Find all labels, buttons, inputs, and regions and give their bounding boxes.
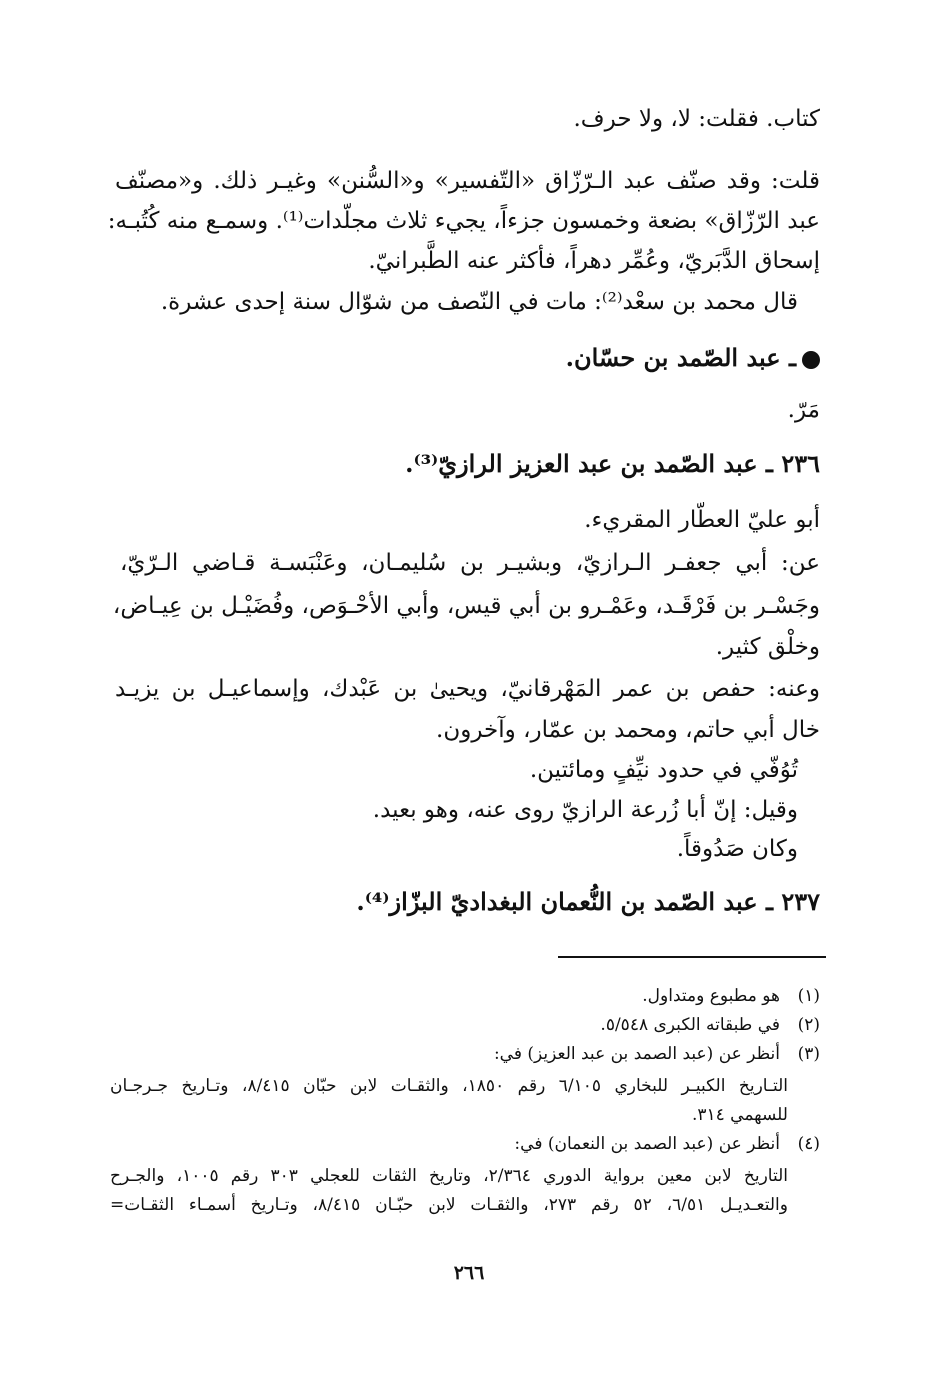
footnote-3-line-2: التـاريخ الكبيـر للبخاري ٦/١٠٥ رقم ١٨٥٠، والثقـات لابن حبّان ٨/٤١٥، وتـاريخ جـرجـان (110, 1076, 789, 1096)
text-line-1: كتاب. فقلت: لا، ولا حرف. (573, 106, 820, 132)
footnote-text: أنظر عن (عبد الصمد بن عبد العزيز) في: (493, 1044, 780, 1064)
footnote-3-line-3: للسهمي ٣١٤. (691, 1105, 788, 1125)
text-line-14: خال أبي حاتم، ومحمد بن عمّار، وآخرون. (436, 717, 820, 743)
page-number: ٢٦٦ (453, 1262, 485, 1284)
footnote-text: أنظر عن (عبد الصمد بن النعمان) في: (514, 1134, 780, 1154)
text-line-17: وكان صَدُوقاً. (676, 836, 798, 862)
footnote-number: (٢) (797, 1015, 820, 1035)
footnote-number: (٣) (797, 1044, 820, 1064)
bullet-icon (802, 351, 820, 369)
text-line-2: قلت: وقد صنّف عبد الـرّزّاق «التّفسير» و«السُّنن» وغيـر ذلك. و«مصنّف (115, 168, 820, 194)
text-line-15: تُوُفّي في حدود نيِّفٍ ومائتين. (529, 757, 798, 783)
text-line-11: وجَسْـر بن فَرْقَـد، وعَمْـرو بن أبي قيس، وأبي الأحْـوَص، وفُضَيْـل بن عِيـاض، (112, 593, 820, 619)
footnote-2 (110, 1011, 820, 1039)
entry-heading-text: ـ عبد الصّمد بن حسّان. (565, 343, 796, 372)
text-line-16: وقيل: إنّ أبا زُرعة الرازيّ روى عنه، وهو بعيد. (372, 797, 798, 823)
text-line-3: عبد الرّزّاق» بضعة وخمسون جزءاً، يجيء ثلاث مجلّدات⁽¹⁾. وسمـع منه كُتُبـه: (107, 208, 820, 234)
entry-heading-237: ٢٣٧ ـ عبد الصّمد بن النُّعمان البغداديّ البزّاز⁽⁴⁾. (356, 887, 820, 916)
text-line-13: وعنه: حفص بن عمر المَهْرقانيّ، ويحيىٰ بن عَبْدك، وإسماعيـل بن يزيـد (115, 676, 820, 702)
footnote-number: (٤) (797, 1134, 820, 1154)
footnote-text: هو مطبوع ومتداول. (642, 986, 780, 1006)
entry-heading-236: ٢٣٦ ـ عبد الصّمد بن عبد العزيز الرازيّ⁽³⁾. (405, 449, 820, 478)
footnote-1 (110, 982, 820, 1010)
text-line-7: مَرّ. (787, 397, 820, 423)
footnote-3 (110, 1040, 820, 1068)
text-line-12: وخلْق كثير. (715, 634, 820, 660)
footnote-4-line-3: والتعـديـل ٦/٥١، ٥٢ رقم ٢٧٣، والثقـات لابن حبّـان ٨/٤١٥، وتـاريخ أسمـاء الثقـات= (110, 1195, 788, 1215)
text-line-10: عن: أبي جعفـر الـرازيّ، وبشيـر بن سُليمـان، وعَنْبَسـة قـاضي الـرّيّ، (120, 550, 820, 576)
footnote-divider (558, 956, 826, 958)
footnote-text: في طبقاته الكبرى ٥/٥٤٨. (600, 1015, 780, 1035)
footnote-number: (١) (797, 986, 820, 1006)
footnote-4 (110, 1130, 820, 1158)
entry-heading-hassan (115, 341, 820, 375)
text-line-4: إسحاق الدَّبَريّ، وعُمِّر دهراً، فأكثر عنه الطَّبرانيّ. (368, 248, 820, 274)
footnote-4-line-2: التاريخ لابن معين برواية الدوري ٢/٣٦٤، وتاريخ الثقات للعجلي ٣٠٣ رقم ١٠٠٥، والجـرح (110, 1166, 788, 1186)
text-line-9: أبو عليّ العطّار المقريء. (584, 507, 820, 533)
text-line-5: قال محمد بن سعْد⁽²⁾: مات في النّصف من شوّال سنة إحدى عشرة. (160, 289, 798, 315)
